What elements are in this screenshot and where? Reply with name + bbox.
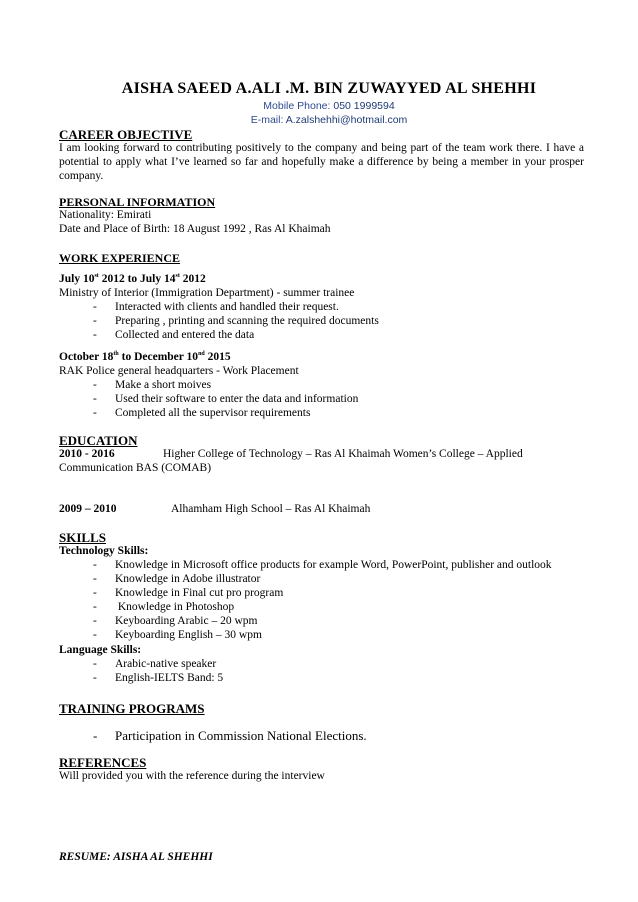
work-experience-heading: WORK EXPERIENCE — [59, 251, 181, 265]
education-entry-1: 2010 - 2016 Higher College of Technology – Ras Al Khaimah Women’s College – Applied — [59, 448, 523, 460]
list-item: - English-IELTS Band: 5 — [93, 672, 224, 684]
job-1-dates: July 10st 2012 to July 14st 2012 — [59, 273, 206, 285]
education-heading: EDUCATION — [59, 433, 138, 448]
references-text: Will provided you with the reference during the interview — [59, 770, 325, 782]
date-place-of-birth: Date and Place of Birth: 18 August 1992 , Ras Al Khaimah — [59, 223, 331, 235]
list-item: - Knowledge in Adobe illustrator — [93, 573, 261, 585]
list-item: - Knowledge in Microsoft office products for example Word, PowerPoint, publisher and outlook — [93, 559, 552, 571]
list-item: - Make a short moives — [93, 379, 212, 391]
list-item: - Knowledge in Final cut pro program — [93, 587, 284, 599]
phone-value: 050 1999594 — [333, 100, 395, 112]
job-1-org: Ministry of Interior (Immigration Department) - summer trainee — [59, 287, 355, 299]
job-2-dates: October 18th to December 10nd 2015 — [59, 351, 231, 363]
skills-heading: SKILLS — [59, 530, 106, 545]
references-heading: REFERENCES — [59, 755, 147, 770]
list-item: - Keyboarding English – 30 wpm — [93, 629, 262, 641]
career-objective-text: I am looking forward to contributing positively to the company and being part of the team work there. I have a potential to apply what I’ve learned so far and hopefully make a difference by being a member in your prosper company. — [59, 142, 584, 182]
list-item: - Participation in Commission National Elections. — [93, 728, 367, 743]
email-line — [59, 114, 599, 126]
phone-line — [59, 100, 599, 112]
email-label: E-mail: — [250, 114, 284, 126]
email-value: A.zalshehhi@hotmail.com — [285, 114, 408, 126]
resume-page — [59, 0, 589, 902]
list-item: - Used their software to enter the data and information — [93, 393, 359, 405]
education-entry-1-cont: Communication BAS (COMAB) — [59, 462, 212, 474]
list-item: - Knowledge in Photoshop — [93, 601, 235, 613]
footer: RESUME: AISHA AL SHEHHI — [59, 851, 213, 863]
education-entry-2: 2009 – 2010 Alhamham High School – Ras Al Khaimah — [59, 503, 371, 515]
page-title: AISHA SAEED A.ALI .M. BIN ZUWAYYED AL SHEHHI — [121, 80, 537, 97]
phone-label: Mobile Phone: — [263, 100, 331, 112]
job-2-org: RAK Police general headquarters - Work Placement — [59, 365, 299, 377]
list-item: - Arabic-native speaker — [93, 658, 217, 670]
nationality: Nationality: Emirati — [59, 209, 152, 221]
language-skills-label: Language Skills: — [59, 644, 142, 656]
personal-info-heading: PERSONAL INFORMATION — [59, 195, 216, 209]
technology-skills-label: Technology Skills: — [59, 545, 149, 557]
list-item: - Completed all the supervisor requirements — [93, 407, 311, 419]
career-objective-heading: CAREER OBJECTIVE — [59, 127, 193, 142]
list-item: - Interacted with clients and handled their request. — [93, 301, 339, 313]
training-programs-heading: TRAINING PROGRAMS — [59, 701, 205, 716]
list-item: - Keyboarding Arabic – 20 wpm — [93, 615, 258, 627]
list-item: - Collected and entered the data — [93, 329, 255, 341]
list-item: - Preparing , printing and scanning the required documents — [93, 315, 379, 327]
